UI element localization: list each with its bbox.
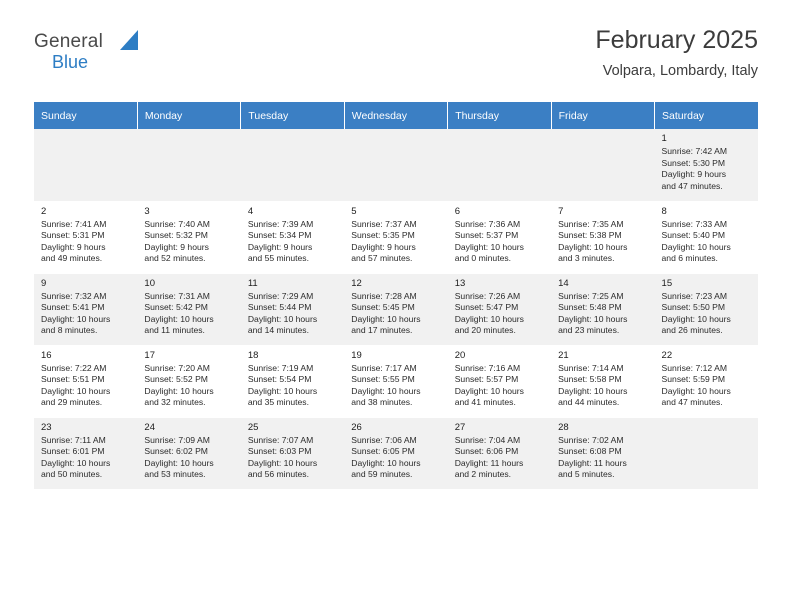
day-sunset-text: Sunset: 5:37 PM [454,230,519,241]
calendar-day-cell[interactable] [344,345,447,417]
calendar-day-cell[interactable] [34,417,137,489]
brand-name-top: General [34,31,103,52]
day-daylight-text: and 47 minutes. [661,180,723,191]
day-number: 18 [247,349,259,361]
day-daylight-text: and 11 minutes. [144,325,205,336]
day-sunrise-text: Sunrise: 7:25 AM [558,290,624,301]
calendar-day-cell[interactable] [655,273,758,345]
calendar-day-cell[interactable] [34,345,137,417]
calendar-week-row [34,345,758,417]
day-sunset-text: Sunset: 6:05 PM [351,446,415,457]
day-daylight-text: and 17 minutes. [351,325,413,336]
day-daylight-text: and 41 minutes. [454,397,516,408]
day-daylight-text: and 59 minutes. [351,469,413,480]
day-sunset-text: Sunset: 5:44 PM [247,302,312,313]
day-number: 11 [247,277,258,289]
day-sunrise-text: Sunrise: 7:42 AM [661,146,727,156]
day-daylight-text: and 6 minutes. [661,253,718,264]
day-daylight-text: Daylight: 10 hours [661,385,731,396]
day-daylight-text: and 47 minutes. [661,397,723,408]
calendar-day-cell[interactable] [344,273,447,345]
day-number: 16 [41,349,52,361]
calendar-day-cell[interactable] [551,201,654,273]
day-number: 26 [351,421,362,433]
calendar-day-empty [448,129,551,201]
day-number: 19 [351,349,362,361]
day-daylight-text: and 49 minutes. [41,253,103,264]
day-sunset-text: Sunset: 5:58 PM [558,374,622,385]
calendar-day-empty [551,129,654,201]
day-daylight-text: Daylight: 9 hours [247,241,313,252]
calendar-day-empty [655,417,758,489]
day-sunset-text: Sunset: 5:47 PM [454,302,519,313]
calendar-day-cell[interactable] [551,417,654,489]
weekday-header-wednesday: Wednesday [344,102,447,129]
day-daylight-text: and 0 minutes. [454,253,512,264]
calendar-day-cell[interactable] [448,201,551,273]
day-daylight-text: Daylight: 9 hours [41,241,106,252]
day-number: 12 [351,277,362,289]
day-sunrise-text: Sunrise: 7:39 AM [247,218,314,229]
day-daylight-text: Daylight: 10 hours [454,385,524,396]
day-number: 14 [558,277,569,289]
flag-icon [120,30,138,50]
day-number: 6 [454,205,460,217]
day-sunset-text: Sunset: 5:42 PM [144,302,208,313]
day-number: 15 [661,277,673,289]
day-sunrise-text: Sunrise: 7:06 AM [351,434,417,445]
day-daylight-text: Daylight: 10 hours [41,457,111,468]
day-daylight-text: and 32 minutes. [144,397,206,408]
calendar-day-cell[interactable] [34,201,137,273]
day-daylight-text: Daylight: 10 hours [41,385,111,396]
day-daylight-text: and 5 minutes. [558,469,615,480]
day-daylight-text: and 52 minutes. [144,253,206,264]
day-sunset-text: Sunset: 5:54 PM [247,374,312,385]
calendar-day-cell[interactable] [551,345,654,417]
weekday-header-tuesday: Tuesday [241,102,344,129]
calendar-week-row [34,417,758,489]
calendar-day-empty [34,129,137,201]
day-sunset-text: Sunset: 5:30 PM [661,157,726,168]
day-daylight-text: and 2 minutes. [454,469,512,480]
day-sunrise-text: Sunrise: 7:02 AM [558,434,624,445]
day-daylight-text: and 29 minutes. [41,397,103,408]
day-daylight-text: Daylight: 10 hours [247,385,318,396]
weekday-header-monday: Monday [137,102,240,129]
day-number: 21 [558,349,569,361]
calendar-table [34,102,758,490]
title-block [595,26,758,79]
day-sunset-text: Sunset: 5:35 PM [351,230,415,241]
calendar-week-row [34,273,758,345]
day-daylight-text: Daylight: 10 hours [247,313,318,324]
day-sunset-text: Sunset: 6:01 PM [41,446,105,457]
calendar-day-cell[interactable] [448,345,551,417]
day-daylight-text: Daylight: 11 hours [454,457,524,468]
day-daylight-text: Daylight: 11 hours [558,457,627,468]
day-sunrise-text: Sunrise: 7:14 AM [558,362,624,373]
day-daylight-text: Daylight: 10 hours [247,457,318,468]
day-sunrise-text: Sunrise: 7:32 AM [41,290,107,301]
calendar-day-cell[interactable] [137,417,240,489]
calendar-day-cell[interactable] [448,417,551,489]
weekday-header-row [34,102,758,129]
day-daylight-text: and 14 minutes. [247,325,309,336]
day-daylight-text: Daylight: 9 hours [144,241,209,252]
calendar-day-cell[interactable] [137,201,240,273]
weekday-header-sunday: Sunday [34,102,137,129]
day-sunset-text: Sunset: 5:40 PM [661,230,726,241]
day-sunrise-text: Sunrise: 7:35 AM [558,218,624,229]
calendar-day-cell[interactable] [344,201,447,273]
day-sunrise-text: Sunrise: 7:16 AM [454,362,521,373]
day-number: 27 [454,421,466,433]
day-number: 24 [144,421,155,433]
day-sunrise-text: Sunrise: 7:33 AM [661,218,727,229]
day-number: 5 [351,205,357,217]
day-daylight-text: Daylight: 9 hours [351,241,416,252]
weekday-header-saturday: Saturday [655,102,758,129]
day-daylight-text: and 26 minutes. [661,325,723,336]
day-daylight-text: Daylight: 10 hours [144,385,214,396]
day-number: 25 [247,421,259,433]
day-daylight-text: Daylight: 10 hours [41,313,111,324]
day-sunset-text: Sunset: 5:38 PM [558,230,622,241]
day-sunrise-text: Sunrise: 7:28 AM [351,290,417,301]
weekday-header-thursday: Thursday [448,102,551,129]
day-sunset-text: Sunset: 5:41 PM [41,302,105,313]
day-sunrise-text: Sunrise: 7:07 AM [247,434,314,445]
page-subtitle: Volpara, Lombardy, Italy [602,63,758,79]
day-sunrise-text: Sunrise: 7:36 AM [454,218,521,229]
calendar-day-cell[interactable] [34,273,137,345]
day-number: 3 [144,205,150,217]
day-number: 4 [247,205,254,217]
calendar-week-row [34,129,758,201]
calendar-day-cell[interactable] [241,417,344,489]
page-header [34,0,758,88]
day-sunrise-text: Sunrise: 7:22 AM [41,362,107,373]
day-daylight-text: Daylight: 10 hours [558,313,628,324]
day-sunrise-text: Sunrise: 7:12 AM [661,362,727,373]
day-number: 17 [144,349,155,361]
day-daylight-text: and 57 minutes. [351,253,413,264]
day-sunrise-text: Sunrise: 7:17 AM [351,362,417,373]
day-sunset-text: Sunset: 5:50 PM [661,302,726,313]
day-daylight-text: Daylight: 9 hours [661,169,727,180]
calendar-day-empty [137,129,240,201]
day-daylight-text: Daylight: 10 hours [454,241,524,252]
calendar-day-cell[interactable] [241,201,344,273]
day-number: 20 [454,349,466,361]
calendar-day-cell[interactable] [241,345,344,417]
calendar-day-cell[interactable] [655,201,758,273]
day-sunrise-text: Sunrise: 7:19 AM [247,362,314,373]
day-daylight-text: and 3 minutes. [558,253,615,264]
day-daylight-text: Daylight: 10 hours [558,241,628,252]
day-sunset-text: Sunset: 6:06 PM [454,446,519,457]
day-daylight-text: and 35 minutes. [247,397,309,408]
day-daylight-text: and 38 minutes. [351,397,413,408]
day-number: 28 [558,421,569,433]
day-sunset-text: Sunset: 6:02 PM [144,446,208,457]
day-sunset-text: Sunset: 5:45 PM [351,302,415,313]
day-sunrise-text: Sunrise: 7:29 AM [247,290,314,301]
day-sunset-text: Sunset: 5:57 PM [454,374,519,385]
calendar-day-cell[interactable] [344,417,447,489]
day-sunset-text: Sunset: 5:34 PM [247,230,312,241]
calendar-day-cell[interactable] [655,129,758,201]
day-daylight-text: and 50 minutes. [41,469,103,480]
day-number: 7 [558,205,564,217]
day-sunset-text: Sunset: 5:31 PM [41,230,105,241]
day-sunrise-text: Sunrise: 7:26 AM [454,290,521,301]
day-sunrise-text: Sunrise: 7:23 AM [661,290,727,301]
day-daylight-text: Daylight: 10 hours [661,241,731,252]
day-sunrise-text: Sunrise: 7:31 AM [144,290,210,301]
day-daylight-text: and 56 minutes. [247,469,309,480]
day-daylight-text: and 55 minutes. [247,253,309,264]
calendar-day-cell[interactable] [551,273,654,345]
day-sunrise-text: Sunrise: 7:09 AM [144,434,210,445]
day-daylight-text: Daylight: 10 hours [351,385,421,396]
calendar-day-cell[interactable] [137,345,240,417]
calendar-day-empty [241,129,344,201]
day-daylight-text: Daylight: 10 hours [351,313,421,324]
day-number: 13 [454,277,466,289]
calendar-day-cell[interactable] [448,273,551,345]
day-daylight-text: Daylight: 10 hours [661,313,731,324]
day-number: 22 [661,349,673,361]
day-number: 2 [41,205,47,217]
day-sunrise-text: Sunrise: 7:40 AM [144,218,210,229]
day-sunrise-text: Sunrise: 7:37 AM [351,218,417,229]
day-sunset-text: Sunset: 6:03 PM [247,446,312,457]
calendar-body [34,129,758,489]
calendar-day-cell[interactable] [137,273,240,345]
day-sunrise-text: Sunrise: 7:41 AM [41,218,107,229]
calendar-week-row [34,201,758,273]
brand-logo [34,26,144,71]
day-sunrise-text: Sunrise: 7:20 AM [144,362,210,373]
day-number: 9 [41,277,47,289]
day-number: 23 [41,421,52,433]
day-daylight-text: Daylight: 10 hours [351,457,421,468]
day-sunset-text: Sunset: 5:48 PM [558,302,622,313]
day-daylight-text: and 53 minutes. [144,469,206,480]
day-sunrise-text: Sunrise: 7:11 AM [41,434,106,445]
day-sunset-text: Sunset: 5:52 PM [144,374,208,385]
day-sunset-text: Sunset: 5:59 PM [661,374,726,385]
day-sunrise-text: Sunrise: 7:04 AM [454,434,521,445]
calendar-day-empty [344,129,447,201]
day-daylight-text: and 23 minutes. [558,325,620,336]
day-sunset-text: Sunset: 5:55 PM [351,374,415,385]
day-daylight-text: and 8 minutes. [41,325,98,336]
day-sunset-text: Sunset: 5:32 PM [144,230,208,241]
page-title: February 2025 [595,26,758,54]
day-daylight-text: Daylight: 10 hours [144,313,214,324]
weekday-header-friday: Friday [551,102,654,129]
day-daylight-text: Daylight: 10 hours [558,385,628,396]
day-daylight-text: and 44 minutes. [558,397,620,408]
day-sunset-text: Sunset: 5:51 PM [41,374,105,385]
day-number: 10 [144,277,155,289]
day-sunset-text: Sunset: 6:08 PM [558,446,622,457]
brand-name-bottom: Blue [52,52,89,72]
day-daylight-text: Daylight: 10 hours [454,313,524,324]
calendar-day-cell[interactable] [241,273,344,345]
day-number: 8 [661,205,667,217]
day-daylight-text: Daylight: 10 hours [144,457,214,468]
day-number: 1 [661,133,667,144]
day-daylight-text: and 20 minutes. [454,325,516,336]
calendar-day-cell[interactable] [655,345,758,417]
